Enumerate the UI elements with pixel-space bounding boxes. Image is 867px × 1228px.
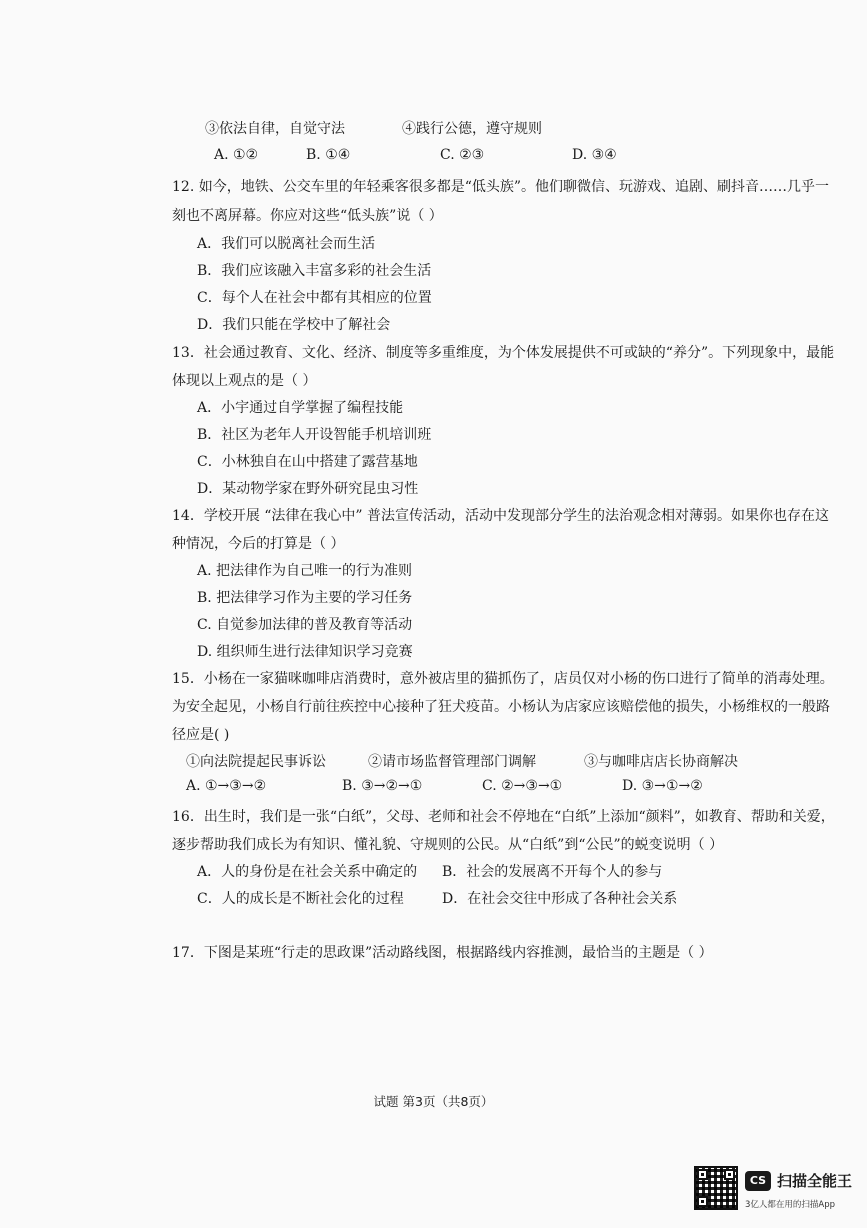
q14-stem-cont: 种情况，今后的打算是（ ） [172, 536, 345, 552]
q13-option-c: C．小林独自在山中搭建了露营基地 [197, 454, 418, 470]
q16-option-b: B．社会的发展离不开每个人的参与 [442, 864, 663, 880]
q12-stem-cont: 刻也不离屏幕。你应对这些“低头族”说（ ） [172, 208, 443, 224]
q16-option-a: A．人的身份是在社会关系中确定的 [197, 864, 418, 880]
scanner-name: 扫描全能王 [777, 1172, 853, 1190]
q13-stem: 13．社会通过教育、文化、经济、制度等多重维度，为个体发展提供不可或缺的“养分”。下列现象中，最能 [172, 345, 835, 361]
q13-option-a: A．小宇通过自学掌握了编程技能 [197, 400, 404, 416]
q14-stem: 14．学校开展 “法律在我心中” 普法宣传活动，活动中发现部分学生的法治观念相对薄弱。如果你也存在这 [172, 508, 830, 524]
q15-stem: 15．小杨在一家猫咪咖啡店消费时，意外被店里的猫抓伤了，店员仅对小杨的伤口进行了简单的消毒处理。 [172, 671, 834, 687]
qr-code-icon [694, 1166, 738, 1210]
q17-stem: 17．下图是某班“行走的思政课”活动路线图，根据路线内容推测，最恰当的主题是（ ） [172, 945, 713, 961]
q15-item-1: ①向法院提起民事诉讼 [186, 754, 326, 770]
scanner-tagline: 3亿人都在用的扫描App [745, 1200, 836, 1210]
q12-stem: 12. 如今，地铁、公交车里的年轻乘客很多都是“低头族”。他们聊微信、玩游戏、追剧、刷抖音……几乎一 [172, 179, 830, 195]
q11-item-4: ④践行公德，遵守规则 [402, 121, 542, 137]
scanner-brand [745, 1170, 852, 1191]
q11-option-c: C. ②③ [440, 147, 485, 163]
q11-item-3: ③依法自律，自觉守法 [205, 121, 345, 137]
scanner-logo-icon: CS [745, 1171, 771, 1191]
q14-option-b: B. 把法律学习作为主要的学习任务 [197, 590, 413, 606]
q15-option-b: B. ③→②→① [342, 778, 423, 794]
q13-option-d: D．某动物学家在野外研究昆虫习性 [197, 481, 419, 497]
q16-option-c: C．人的成长是不断社会化的过程 [197, 891, 404, 907]
q11-option-d: D. ③④ [572, 147, 617, 163]
q15-stem-end: 径应是( ) [172, 727, 230, 743]
q15-stem-cont: 为安全起见，小杨自行前往疾控中心接种了狂犬疫苗。小杨认为店家应该赔偿他的损失，小杨维权的一般路 [172, 699, 830, 715]
q15-item-3: ③与咖啡店店长协商解决 [584, 754, 738, 770]
q11-option-a: A. ①② [214, 147, 259, 163]
q11-option-b: B. ①④ [306, 147, 351, 163]
q14-option-a: A. 把法律作为自己唯一的行为准则 [197, 563, 413, 579]
page-footer: 试题 第3页（共8页） [373, 1094, 494, 1109]
q13-option-b: B．社区为老年人开设智能手机培训班 [197, 427, 432, 443]
q16-option-d: D．在社会交往中形成了各种社会关系 [442, 891, 678, 907]
q15-option-c: C. ②→③→① [482, 778, 563, 794]
q16-stem-cont: 逐步帮助我们成长为有知识、懂礼貌、守规则的公民。从“白纸”到“公民”的蜕变说明（ ） [172, 837, 724, 853]
q12-option-b: B．我们应该融入丰富多彩的社会生活 [197, 263, 432, 279]
q15-item-2: ②请市场监督管理部门调解 [368, 754, 536, 770]
q14-option-c: C. 自觉参加法律的普及教育等活动 [197, 617, 413, 633]
q14-option-d: D. 组织师生进行法律知识学习竞赛 [197, 644, 413, 660]
q12-option-c: C．每个人在社会中都有其相应的位置 [197, 290, 432, 306]
q15-option-d: D. ③→①→② [622, 778, 703, 794]
q12-option-d: D．我们只能在学校中了解社会 [197, 317, 391, 333]
q13-stem-cont: 体现以上观点的是（ ） [172, 373, 317, 389]
q16-stem: 16．出生时，我们是一张“白纸”，父母、老师和社会不停地在“白纸”上添加“颜料”，如教育、帮助和关爱， [172, 809, 835, 825]
q12-option-a: A．我们可以脱离社会而生活 [197, 236, 376, 252]
q15-option-a: A. ①→③→② [186, 778, 267, 794]
